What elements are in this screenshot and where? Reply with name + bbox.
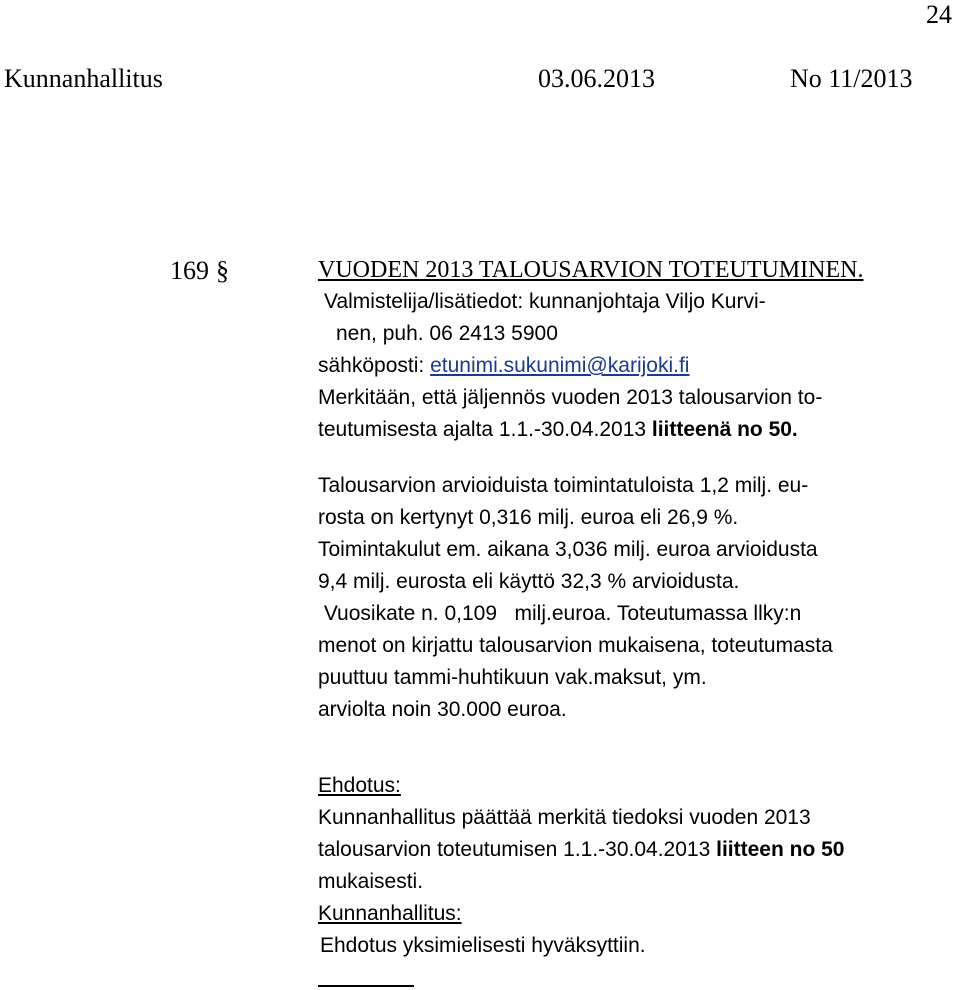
proposal-line-1: Kunnanhallitus päättää merkitä tiedoksi vuoden 2013 <box>318 806 811 829</box>
header-body-name: Kunnanhallitus <box>4 64 163 93</box>
body-line: Toimintakulut em. aikana 3,036 milj. euroa arvioidusta <box>318 538 818 561</box>
proposal-line-3: mukaisesti. <box>318 870 424 893</box>
proposal-heading: Ehdotus: <box>318 774 401 797</box>
note-line-2-text: teutumisesta ajalta 1.1.-30.04.2013 <box>318 418 652 441</box>
body-line: rosta on kertynyt 0,316 milj. euroa eli 26,9 %. <box>318 506 739 529</box>
email-line <box>318 350 863 382</box>
decision-heading: Kunnanhallitus: <box>318 902 462 925</box>
body-line: Talousarvion arvioiduista toimintatuloista 1,2 milj. eu- <box>318 474 809 497</box>
end-rule <box>318 985 414 987</box>
proposal-attachment-reference: liitteen no 50 <box>716 838 845 861</box>
preparer-line-1: Valmistelija/lisätiedot: kunnanjohtaja Viljo Kurvi- <box>324 290 766 313</box>
body-line: Vuosikate n. 0,109 milj.euroa. Toteutumassa llky:n <box>318 602 802 625</box>
note-line-2 <box>318 414 863 446</box>
page-number: 24 <box>926 0 952 29</box>
preparer-line-2: nen, puh. 06 2413 5900 <box>336 322 558 345</box>
proposal-line-2-text: talousarvion toteutumisen 1.1.-30.04.2013 <box>318 838 717 861</box>
section-title: VUODEN 2013 TALOUSARVION TOTEUTUMINEN. <box>318 257 864 283</box>
body-line: 9,4 milj. eurosta eli käyttö 32,3 % arvioidusta. <box>318 570 740 593</box>
email-link[interactable]: etunimi.sukunimi@karijoki.fi <box>430 354 690 377</box>
email-label: sähköposti: <box>318 354 431 377</box>
body-line: arviolta noin 30.000 euroa. <box>318 698 567 721</box>
attachment-reference: liitteenä no 50. <box>651 418 798 441</box>
body-line: puuttuu tammi-huhtikuun vak.maksut, ym. <box>318 666 707 689</box>
header-meeting-number: No 11/2013 <box>790 64 913 93</box>
decision-text: Ehdotus yksimielisesti hyväksyttiin. <box>320 934 646 957</box>
section-content <box>318 254 863 962</box>
header-date: 03.06.2013 <box>538 64 655 93</box>
section-symbol: § <box>216 256 229 285</box>
section-number: 169 <box>170 256 209 285</box>
body-line: menot on kirjattu talousarvion mukaisena, toteutumasta <box>318 634 833 657</box>
proposal-line-2 <box>318 834 863 866</box>
note-line-1: Merkitään, että jäljennös vuoden 2013 talousarvion to- <box>318 386 823 409</box>
